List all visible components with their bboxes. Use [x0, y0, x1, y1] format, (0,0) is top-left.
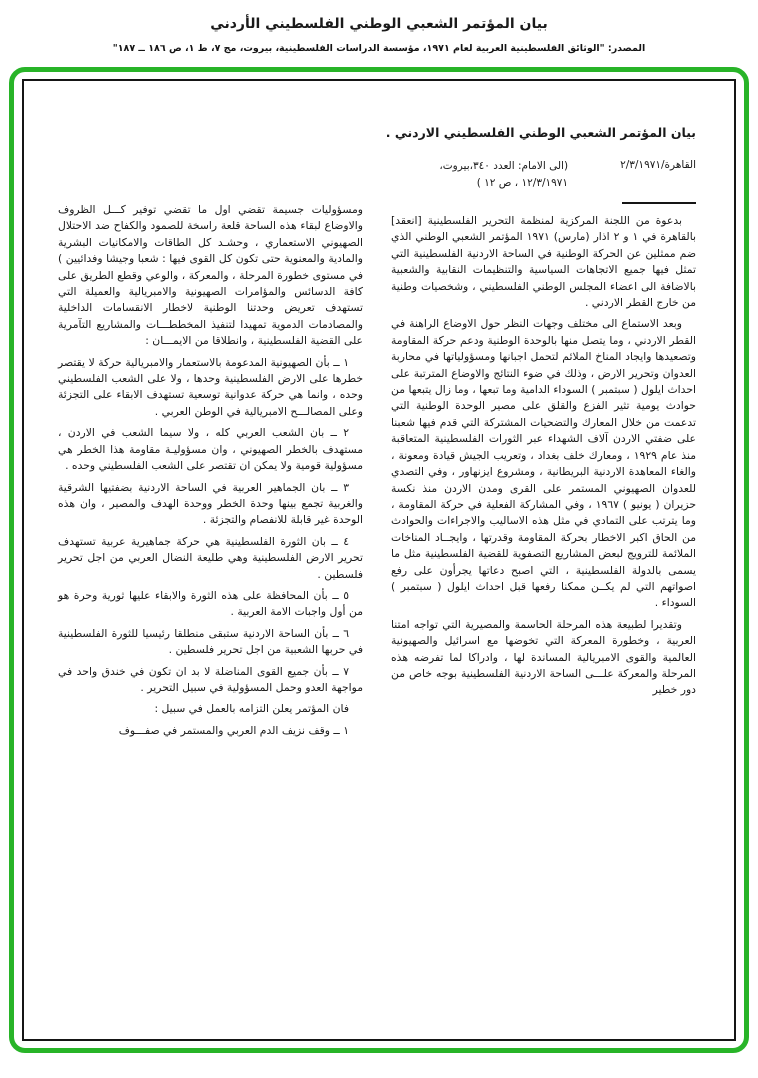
dateline-publication-line1: (الى الامام: العدد ٣٤٠،بيروت، [439, 160, 569, 172]
paragraph: ومسؤوليات جسيمة تقضي اول ما تقضي توفير كـــل الظروف والاوضاع لبقاء هذه الساحة قلعة راسخة للصمود والكفاح ضد الاحتلال الصهيوني الاستعماري ، وحشـد كل الطاقات والامكانيات البشرية والمادية والمعنوية حتى تكون كل القوى فيها : شعبا وجيشا وفدائيين ) في مستوى خطورة المرحلة ، والمعركة ، والوعي وقطع الطريق على كافة الدسائس والمؤامرات الصهيونية والامبريالية والعميلة التي تستهدف تعريض وحدتنا الوطنية لاخطار الانقسامات الداخلية والمصادمات الدموية تمهيدا لتنفيذ المخططـــات والمشاريع التآمرية على القضية الفلسطينية ، وانطلاقا من الايمـــان : [58, 203, 363, 348]
list-item: ٥ ــ بأن المحافظة على هذه الثورة والابقاء عليها ثورية وحرة هو من أول واجبات الامة العربية . [58, 588, 363, 619]
document-heading: بيان المؤتمر الشعبي الوطني الفلسطيني الاردني . [385, 125, 696, 140]
scanned-document-box [22, 79, 736, 1041]
dateline [58, 158, 696, 192]
dateline-publication-line2: ١٢/٣/١٩٧١ ، ص ١٢ ) [476, 177, 569, 189]
text-columns [58, 202, 696, 744]
list-item: ٣ ــ بان الجماهير العربية في الساحة الاردنية بضفتيها الشرقية والغربية تجمع بينها وحدة الخطر ووحدة الهدف والمصير ، وان هذه الوحدة غير قابلة للانفصام والتجزئة . [58, 480, 363, 527]
dateline-publication [439, 158, 568, 192]
list-item: ٧ ــ بأن جميع القوى المناضلة لا بد ان تكون في خندق واحد في مواجهة العدو وحمل المسؤولية في سبيل التحرير . [58, 664, 363, 694]
paragraph: بدعوة من اللجنة المركزية لمنظمة التحرير الفلسطينية [انعقد] بالقاهرة في ١ و ٢ اذار (مارس) ١٩٧١ المؤتمر الشعبي الوطني الذي ضم ممثلين عن الحركة الوطنية في الساحة الاردنية الفلسطينية التي تمثل فيها جميع الاتجاهات السياسية والتنظيمات النقابية والشعبية بالاضافة الى اعضاء المجلس الوطني الفلسطيني ، وشخصيات وطنية من خارج القطر الاردني . [391, 214, 696, 310]
paragraph: فان المؤتمر يعلن التزامه بالعمل في سبيل : [154, 702, 349, 716]
green-border-frame [9, 67, 749, 1053]
dateline-place-date: القاهرة/٢/٣/١٩٧١ [620, 159, 696, 171]
paragraph: وتقديرا لطبيعة هذه المرحلة الحاسمة والمصيرية التي تواجه امتنا العربية ، وخطورة المعركة التي تخوضها مع اسرائيل والصهيونية العالمية والقوى الامبريالية المساندة لها ، وادراكا لما تفرضه هذه المرحلة والمعركة علـــى الساحة الاردنية الفلسطينية بوجه خاص من دور خطير [391, 617, 696, 697]
list-item: ٤ ــ بان الثورة الفلسطينية هي حركة جماهيرية عربية تستهدف تحرير الارض الفلسطينية وهي طليعة النضال العربي من اجل تحرير فلسطين . [58, 534, 363, 581]
page-title: بيان المؤتمر الشعبي الوطني الفلسطيني الأردني [210, 16, 548, 32]
right-column [391, 202, 696, 744]
list-item: ١ ــ بأن الصهيونية المدعومة بالاستعمار والامبريالية حركة لا يقتصر خطرها على الارض الفلسطينية وحدها ، ولا على الشعب الفلسطيني وحده ، وانما هي حركة عدوانية توسعية تستهدف الابقاء على التجزئة وعلى المصالـــح الامبريالية في الوطن العربي . [58, 355, 363, 418]
column-top-rule [622, 202, 696, 204]
list-item: ٢ ــ بان الشعب العربي كله ، ولا سيما الشعب في الاردن ، مستهدف بالخطر الصهيوني ، وان مسؤوليـة مقاومة هذا الخطر هي مسؤولية قومية ولا يمكن ان تقتصر على الشعب الفلسطيني وحده . [58, 426, 363, 473]
source-citation: المصدر: "الوثائق الفلسطينية العربية لعام ١٩٧١، مؤسسة الدراسات الفلسطينية، بيروت، مج ٧، ط ١، ص ١٨٦ ــ ١٨٧" [112, 43, 646, 54]
paragraph: وبعد الاستماع الى مختلف وجهات النظر حول الاوضاع الراهنة في القطر الاردني ، وما يتصل منها بالوحدة الوطنية ودعم حركة المقاومة وتصعيدها وايجاد المناخ الملائم لتحمل اجبانها ومسؤولياتها في محاربة العدوان وتحرير الارض ، وذلك في ضوء النتائج والاوضاع المترتبة على احداث ايلول ( سبتمبر ) السوداء الدامية وما تبعها ، وما زال يتبعها من حوادث يومية تثير الفزع والقلق على مصير الوحدة الوطنية التي تدعمت من خلال المعارك والتضحيات المشتركة التي قدم فيها شعبنا على ضفتي الاردن آلاف الشهداء عبر الثورات الفلسطينية المتعاقبة منذ عام ١٩٢٩ ، ومعارك خلف بغداد ، وتعريب الجيش قيادة ومعونة ، والغاء المعاهدة الاردنية البريطانية ، ومشروع ايزنهاور ، وفي التصدي للعدوان الصهيوني المستمر على القرى ومدن الاردن منذ نكسة حزيران ( يونيو ) ١٩٦٧ ، وفي المشاركة الفعلية في حركة المقاومة ، وما يترتب على التمادي في مثل هذه الاساليب والاجراءات والحوادث من الحاق اكبر الاخطار بحركة المقاومة وقدرتها ، وايجــاد المناخات الملائمة للترويج لبعض المشاريع التصفوية للقضية الفلسطينية مثل ما يسمى بالدولة الفلسطينية ، التي اصبح دعاتها يجرأون على رفع اصواتهم التي لم يكــن ممكنا رفعها قبل احداث ايلول ( سبتمبر ) السوداء . [391, 317, 696, 610]
left-column [58, 202, 363, 744]
list-item: ٦ ــ بأن الساحة الاردنية ستبقى منطلقا رئيسيا للثورة الفلسطينية في حربها الشعبية من اجل تحرير فلسطين . [58, 626, 363, 657]
list-item: ١ ــ وقف نزيف الدم العربي والمستمر في صفـــوف [118, 723, 349, 737]
